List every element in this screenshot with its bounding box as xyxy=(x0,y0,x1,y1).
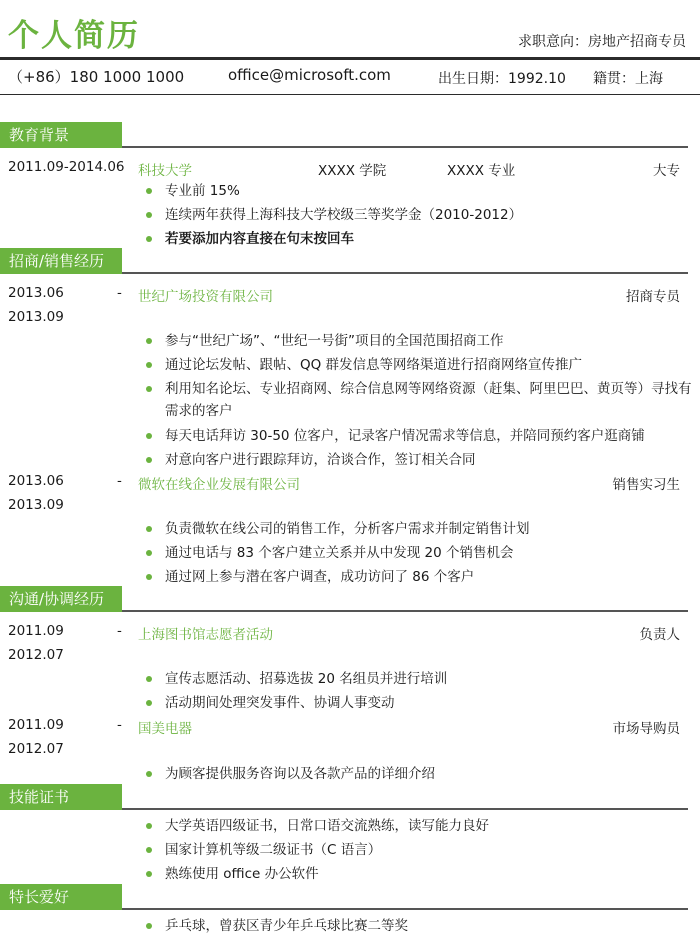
company-name: 上海图书馆志愿者活动 xyxy=(138,627,273,643)
list-item: 每天电话拜访 30-50 位客户，记录客户情况需求等信息，并陪同预约客户逛商铺 xyxy=(146,425,696,447)
section-divider xyxy=(122,146,688,148)
section-divider xyxy=(122,908,688,910)
list-item: 为顾客提供服务咨询以及各款产品的详细介绍 xyxy=(146,763,696,785)
list-item: 专业前 15% xyxy=(146,180,696,202)
list-item: 大学英语四级证书，日常口语交流熟练，读写能力良好 xyxy=(146,815,696,837)
bullet-icon xyxy=(146,188,152,194)
job-intent: 求职意向：房地产招商专员 xyxy=(518,34,686,50)
bullet-icon xyxy=(146,236,152,242)
degree: 大专 xyxy=(653,163,680,179)
section-title: 特长爱好 xyxy=(0,884,122,910)
list-item: 对意向客户进行跟踪拜访，洽谈合作，签订相关合同 xyxy=(146,449,696,471)
bullet-icon xyxy=(146,871,152,877)
section-divider xyxy=(122,272,688,274)
company-name: 微软在线企业发展有限公司 xyxy=(138,477,300,493)
list-item: 活动期间处理突发事件、协调人事变动 xyxy=(146,692,696,714)
bullet-icon xyxy=(146,676,152,682)
bullet-icon xyxy=(146,338,152,344)
bullet-icon xyxy=(146,823,152,829)
company-name: 国美电器 xyxy=(138,721,192,737)
job-start-date: 2013.06 xyxy=(8,285,64,301)
job-role: 销售实习生 xyxy=(612,477,680,493)
job-end-date: 2012.07 xyxy=(8,741,64,757)
section-title: 技能证书 xyxy=(0,784,122,810)
list-item: 利用知名论坛、专业招商网、综合信息网等网络资源（赶集、阿里巴巴、黄页等）寻找有需求的客户 xyxy=(146,378,696,422)
hometown: 籍贯：上海 xyxy=(593,71,663,87)
list-item: 参与“世纪广场”、“世纪一号街”项目的全国范围招商工作 xyxy=(146,330,696,352)
date-separator: - xyxy=(117,285,122,301)
job-end-date: 2012.07 xyxy=(8,647,64,663)
list-item: 乒乓球，曾获区青少年乒乓球比赛二等奖 xyxy=(146,915,696,937)
major-name: XXXX 专业 xyxy=(447,163,516,179)
list-item: 通过网上参与潜在客户调查，成功访问了 86 个客户 xyxy=(146,566,696,588)
bullet-icon xyxy=(146,526,152,532)
date-separator: - xyxy=(117,473,122,489)
bullet-icon xyxy=(146,362,152,368)
birth-date: 出生日期：1992.10 xyxy=(438,71,566,87)
bullet-icon xyxy=(146,574,152,580)
list-item: 负责微软在线公司的销售工作，分析客户需求并制定销售计划 xyxy=(146,518,696,540)
email-address: office@microsoft.com xyxy=(228,66,391,84)
list-item: 国家计算机等级二级证书（C 语言） xyxy=(146,839,696,861)
section-hobbies xyxy=(0,884,688,910)
section-sales xyxy=(0,248,688,274)
phone-number: （+86）180 1000 1000 xyxy=(8,68,185,86)
section-title: 沟通/协调经历 xyxy=(0,586,122,612)
bullet-icon xyxy=(146,212,152,218)
bullet-icon xyxy=(146,923,152,929)
job-start-date: 2011.09 xyxy=(8,623,64,639)
section-divider xyxy=(122,808,688,810)
job-end-date: 2013.09 xyxy=(8,309,64,325)
date-separator: - xyxy=(117,623,122,639)
section-skills xyxy=(0,784,688,810)
bullet-icon xyxy=(146,550,152,556)
job-role: 市场导购员 xyxy=(612,721,680,737)
college-name: XXXX 学院 xyxy=(318,163,387,179)
job-role: 负责人 xyxy=(639,627,680,643)
company-name: 世纪广场投资有限公司 xyxy=(138,289,273,305)
bullet-icon xyxy=(146,771,152,777)
list-item: 通过电话与 83 个客户建立关系并从中发现 20 个销售机会 xyxy=(146,542,696,564)
section-title: 招商/销售经历 xyxy=(0,248,122,274)
list-item: 熟练使用 office 办公软件 xyxy=(146,863,696,885)
list-item: 宣传志愿活动、招募选拔 20 名组员并进行培训 xyxy=(146,668,696,690)
contact-divider xyxy=(0,94,700,95)
bullet-icon xyxy=(146,847,152,853)
date-separator: - xyxy=(117,717,122,733)
school-name: 科技大学 xyxy=(138,163,192,179)
list-item: 通过论坛发帖、跟帖、QQ 群发信息等网络渠道进行招商网络宣传推广 xyxy=(146,354,696,376)
bullet-icon xyxy=(146,386,152,392)
list-item: 连续两年获得上海科技大学校级三等奖学金（2010-2012） xyxy=(146,204,696,226)
section-divider xyxy=(122,610,688,612)
job-start-date: 2013.06 xyxy=(8,473,64,489)
header-divider xyxy=(0,57,700,60)
bullet-icon xyxy=(146,433,152,439)
section-title: 教育背景 xyxy=(0,122,122,148)
resume-title: 个人简历 xyxy=(8,18,140,54)
job-start-date: 2011.09 xyxy=(8,717,64,733)
list-item: 若要添加内容直接在句末按回车 xyxy=(146,228,696,250)
bullet-icon xyxy=(146,700,152,706)
bullet-icon xyxy=(146,457,152,463)
section-education xyxy=(0,122,688,148)
job-end-date: 2013.09 xyxy=(8,497,64,513)
job-role: 招商专员 xyxy=(626,289,680,305)
edu-date: 2011.09-2014.06 xyxy=(8,159,125,175)
section-communication xyxy=(0,586,688,612)
